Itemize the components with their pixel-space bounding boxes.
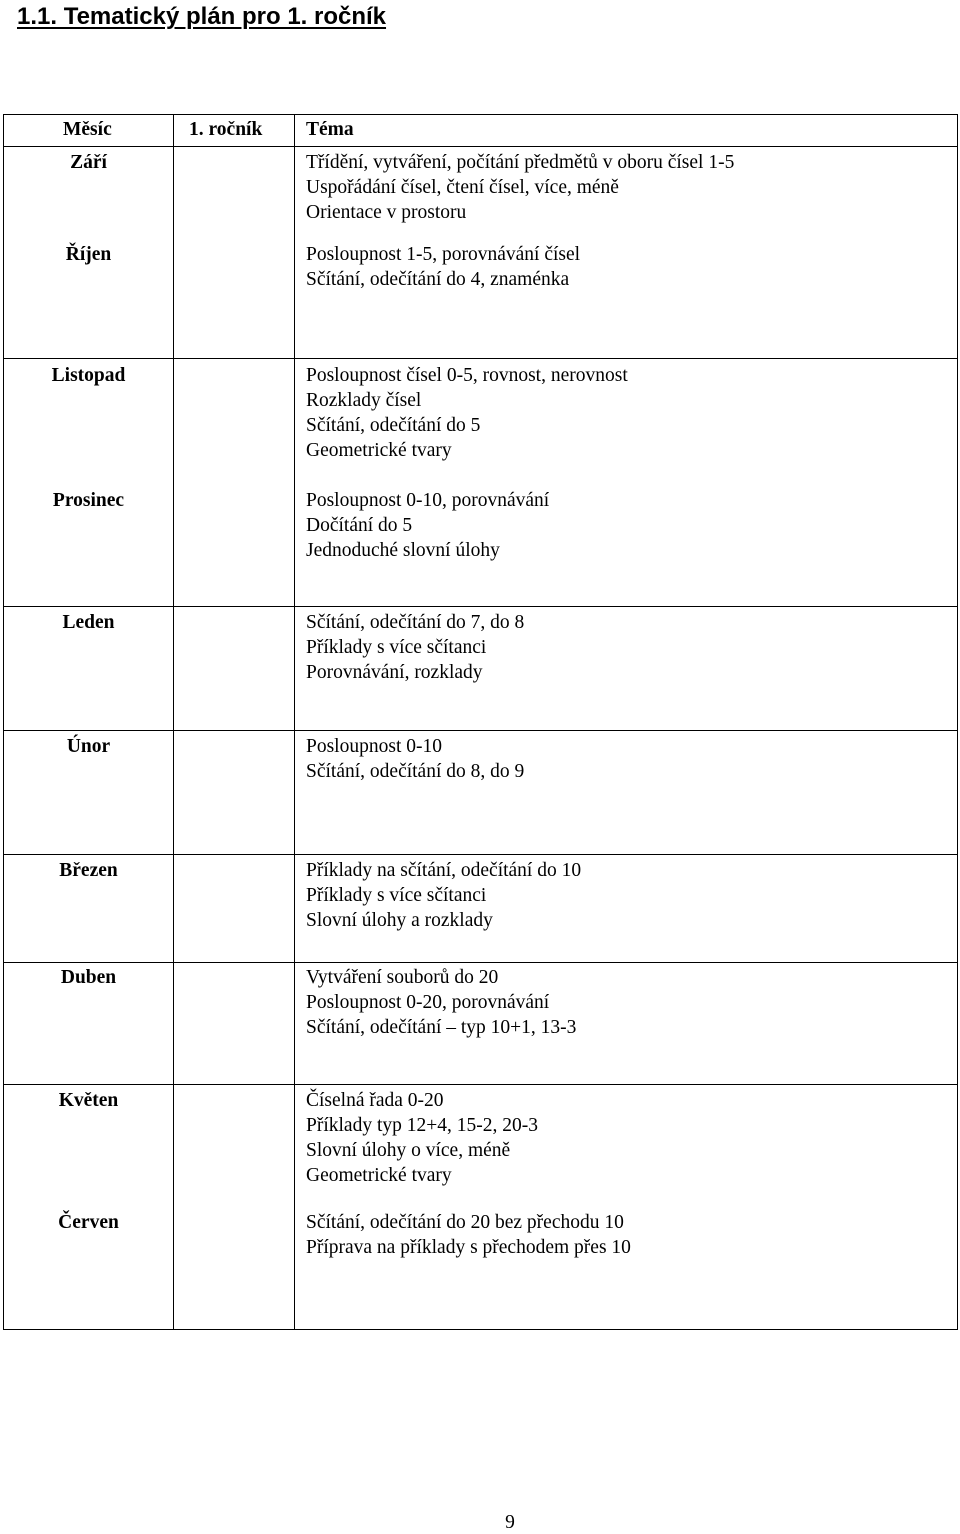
month-cell — [4, 359, 174, 607]
grade-cell — [174, 731, 295, 855]
page-number — [0, 1512, 960, 1534]
topic-line: Číselná řada 0-20 — [306, 1090, 444, 1111]
topic-line: Orientace v prostoru — [306, 202, 467, 223]
topic-line: Posloupnost 0-20, porovnávání — [306, 992, 550, 1013]
month-cell — [4, 607, 174, 731]
topic-line: Slovní úlohy o více, méně — [306, 1140, 511, 1161]
table-row — [4, 855, 958, 963]
table-row — [4, 359, 958, 607]
table-row — [4, 731, 958, 855]
topic-line: Sčítání, odečítání do 20 bez přechodu 10 — [306, 1212, 624, 1233]
topic-line: Posloupnost čísel 0-5, rovnost, nerovnost — [306, 365, 628, 386]
topic-line: Příprava na příklady s přechodem přes 10 — [306, 1237, 631, 1258]
month-cell — [4, 731, 174, 855]
topic-line: Příklady s více sčítanci — [306, 637, 487, 658]
grade-cell — [174, 359, 295, 607]
topic-line: Sčítání, odečítání do 4, znaménka — [306, 269, 570, 290]
page-number-text: 9 — [505, 1512, 515, 1533]
header-grade: 1. ročník — [174, 115, 295, 147]
topic-line: Sčítání, odečítání do 5 — [306, 415, 481, 436]
month-label: Říjen — [65, 244, 112, 265]
topic-line: Geometrické tvary — [306, 440, 452, 461]
topic-line: Porovnávání, rozklady — [306, 662, 483, 683]
topic-line: Jednoduché slovní úlohy — [306, 540, 500, 561]
month-label: Březen — [59, 860, 118, 881]
grade-cell — [174, 1085, 295, 1330]
month-label: Únor — [66, 736, 111, 757]
topic-line: Příklady na sčítání, odečítání do 10 — [306, 860, 582, 881]
topic-line: Dočítání do 5 — [306, 515, 413, 536]
topic-cell — [295, 359, 958, 607]
table-row — [4, 607, 958, 731]
topic-line: Příklady typ 12+4, 15-2, 20-3 — [306, 1115, 538, 1136]
month-cell — [4, 963, 174, 1085]
topic-line: Posloupnost 1-5, porovnávání čísel — [306, 244, 581, 265]
grade-cell — [174, 855, 295, 963]
month-label: Květen — [58, 1090, 119, 1111]
header-month: Měsíc — [4, 115, 174, 147]
thematic-plan-table — [3, 114, 958, 1330]
topic-cell — [295, 731, 958, 855]
topic-cell — [295, 147, 958, 359]
topic-cell — [295, 607, 958, 731]
topic-line: Geometrické tvary — [306, 1165, 452, 1186]
month-cell — [4, 855, 174, 963]
topic-line: Posloupnost 0-10 — [306, 736, 442, 757]
topic-line: Příklady s více sčítanci — [306, 885, 487, 906]
topic-line: Posloupnost 0-10, porovnávání — [306, 490, 550, 511]
month-label: Září — [70, 152, 107, 173]
grade-cell — [174, 147, 295, 359]
topic-line: Třídění, vytváření, počítání předmětů v oboru čísel 1-5 — [306, 152, 735, 173]
topic-line: Rozklady čísel — [306, 390, 422, 411]
topic-line: Slovní úlohy a rozklady — [306, 910, 493, 931]
topic-line: Sčítání, odečítání do 7, do 8 — [306, 612, 525, 633]
topic-cell — [295, 855, 958, 963]
topic-cell — [295, 1085, 958, 1330]
topic-cell — [295, 963, 958, 1085]
month-cell — [4, 147, 174, 359]
grade-cell — [174, 607, 295, 731]
month-label: Duben — [60, 967, 117, 988]
topic-line: Vytváření souborů do 20 — [306, 967, 499, 988]
month-label: Červen — [58, 1212, 119, 1233]
page-title: 1.1. Tematický plán pro 1. ročník — [17, 3, 387, 30]
table-row — [4, 1085, 958, 1330]
header-topic: Téma — [295, 115, 958, 147]
month-label: Prosinec — [52, 490, 125, 511]
table-row — [4, 147, 958, 359]
month-label: Listopad — [51, 365, 126, 386]
topic-line: Sčítání, odečítání – typ 10+1, 13-3 — [306, 1017, 577, 1038]
grade-cell — [174, 963, 295, 1085]
month-label: Leden — [62, 612, 115, 633]
table-header-row — [4, 115, 958, 147]
month-cell — [4, 1085, 174, 1330]
topic-line: Uspořádání čísel, čtení čísel, více, méně — [306, 177, 619, 198]
table-row — [4, 963, 958, 1085]
topic-line: Sčítání, odečítání do 8, do 9 — [306, 761, 525, 782]
